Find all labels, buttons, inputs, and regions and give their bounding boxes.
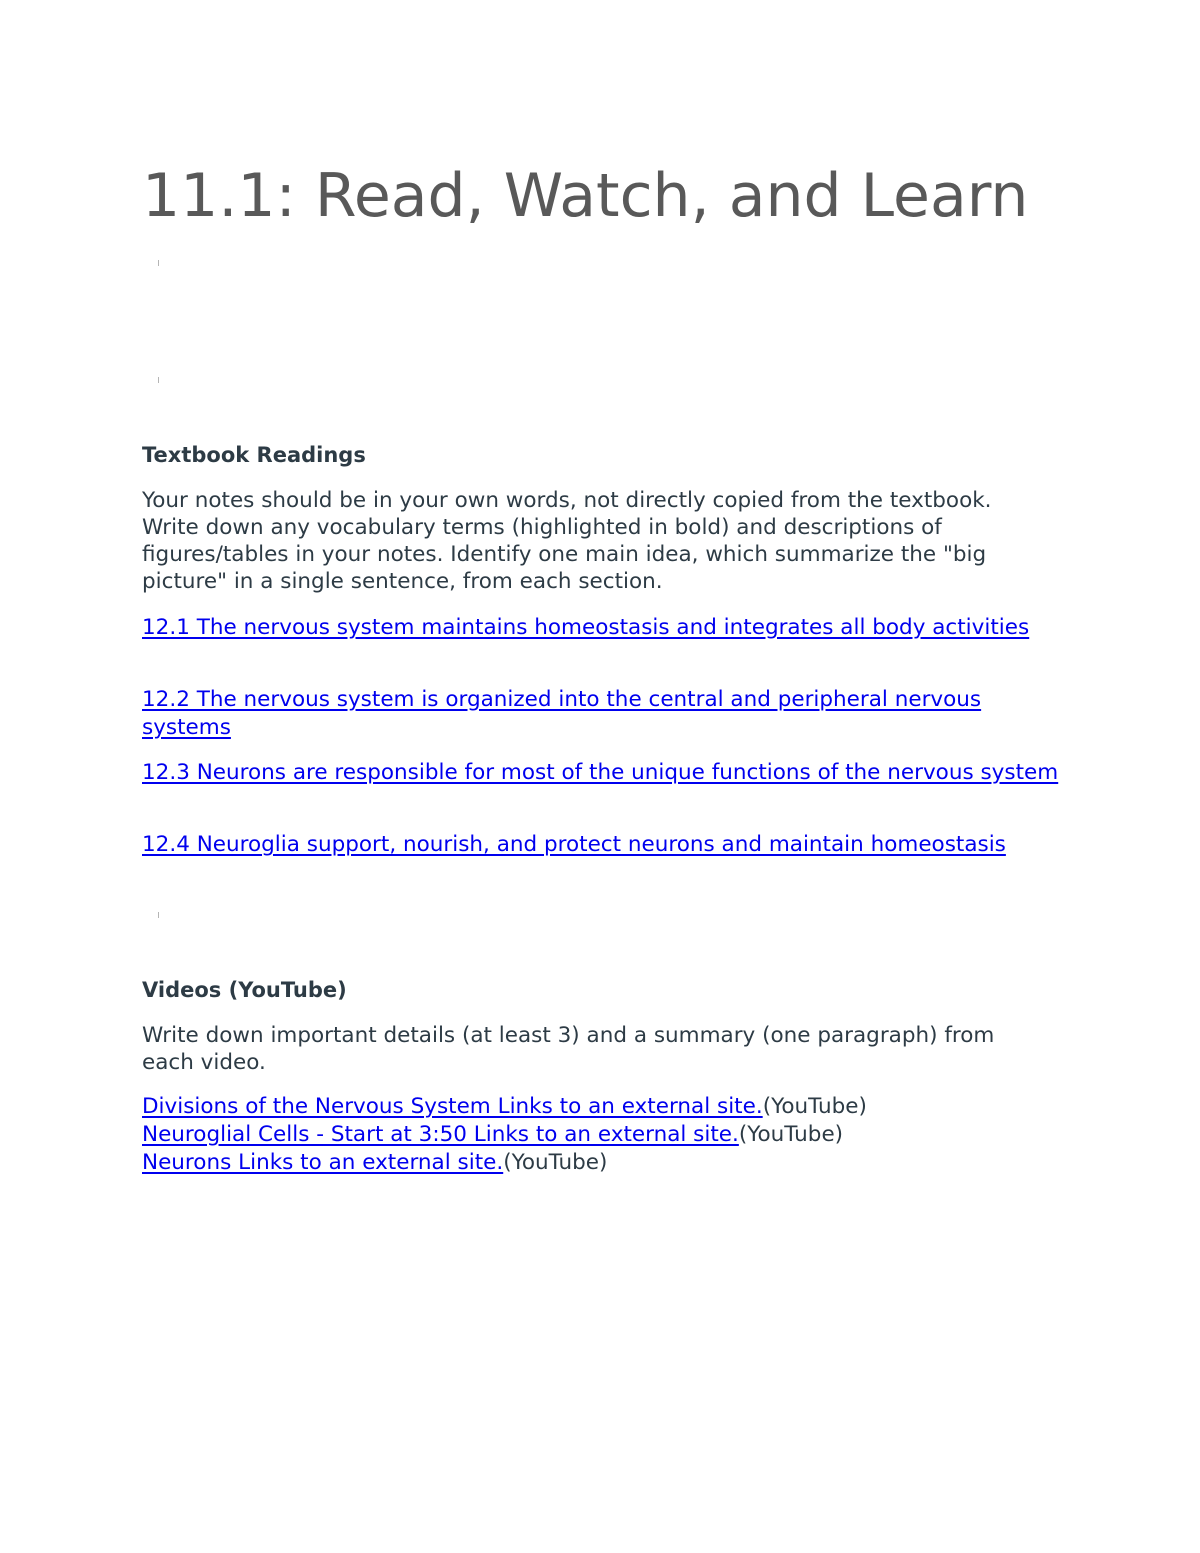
video-list-item xyxy=(142,1093,1072,1121)
video-link-neuroglial-cells[interactable]: Neuroglial Cells - Start at 3:50 Links to an external site. xyxy=(142,1122,739,1147)
spacer-mark xyxy=(158,377,159,383)
video-source-label: (YouTube) xyxy=(738,1122,844,1147)
reading-link-item xyxy=(142,614,1072,642)
spacer-mark xyxy=(158,260,159,266)
video-list-item xyxy=(142,1121,1072,1149)
videos-heading: Videos (YouTube) xyxy=(142,978,347,1002)
video-source-label: (YouTube) xyxy=(503,1150,608,1175)
video-link-neurons[interactable]: Neurons Links to an external site. xyxy=(142,1150,504,1175)
reading-link-12-4[interactable]: 12.4 Neuroglia support, nourish, and protect neurons and maintain homeostasis xyxy=(142,832,1006,857)
video-link-list xyxy=(142,1093,1072,1177)
videos-instructions: Write down important details (at least 3) and a summary (one paragraph) from each video. xyxy=(142,1023,995,1075)
reading-link-item xyxy=(142,759,1072,787)
video-list-item xyxy=(142,1149,1072,1177)
video-source-label: (YouTube) xyxy=(762,1094,867,1119)
reading-link-12-2[interactable]: 12.2 The nervous system is organized into the central and peripheral nervous systems xyxy=(142,687,982,740)
page-title: 11.1: Read, Watch, and Learn xyxy=(142,161,1029,231)
textbook-readings-heading: Textbook Readings xyxy=(142,443,366,467)
reading-link-12-1[interactable]: 12.1 The nervous system maintains homeostasis and integrates all body activities xyxy=(142,615,1030,640)
reading-link-item xyxy=(142,831,1072,859)
textbook-instructions: Your notes should be in your own words, not directly copied from the textbook. Write down any vocabulary terms (highlighted in bold) and descriptions of figures/tables in your notes. Identify one main idea, which summarize the "big picture" in a single sentence, from each section. xyxy=(142,488,992,594)
reading-link-12-3[interactable]: 12.3 Neurons are responsible for most of the unique functions of the nervous system xyxy=(142,760,1059,785)
video-link-divisions[interactable]: Divisions of the Nervous System Links to an external site. xyxy=(142,1094,763,1119)
reading-link-item xyxy=(142,686,1072,742)
spacer-mark xyxy=(158,912,159,918)
